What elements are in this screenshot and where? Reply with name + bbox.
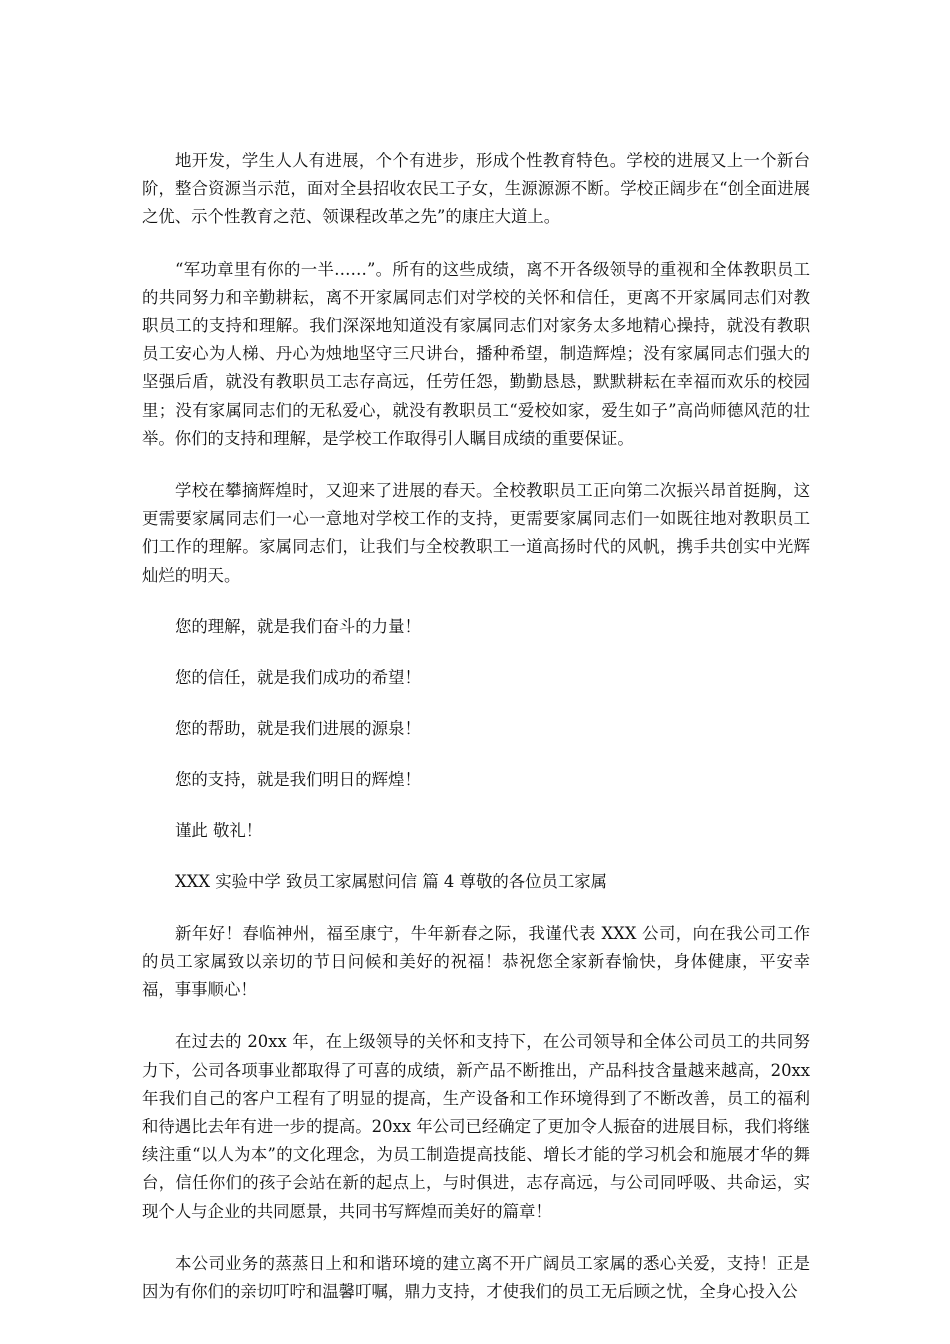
short-line: 您的理解，就是我们奋斗的力量！ bbox=[175, 616, 421, 636]
short-line: 您的支持，就是我们明日的辉煌！ bbox=[175, 769, 421, 789]
paragraph: 地开发，学生人人有进展，个个有进步，形成个性教育特色。学校的进展又上一个新台阶，整合资源当示范，面对全县招收农民工子女，生源源源不断。学校正阔步在“创全面进展之优、示个性教育之范、领课程改革之先”的康庄大道上。 bbox=[142, 151, 810, 227]
paragraph: “军功章里有你的一半……”。所有的这些成绩，离不开各级领导的重视和全体教职员工的共同努力和辛勤耕耘，离不开家属同志们对学校的关怀和信任，更离不开家属同志们对教职员工的支持和理解。我们深深地知道没有家属同志们对家务太多地精心操持，就没有教职员工安心为人梯、丹心为烛地坚守三尺讲台，播种希望，制造辉煌；没有家属同志们强大的坚强后盾，就没有教职员工志存高远，任劳任怨，勤勤恳恳，默默耕耘在幸福而欢乐的校园里；没有家属同志们的无私爱心，就没有教职员工“爱校如家，爱生如子”高尚师德风范的壮举。你们的支持和理解，是学校工作取得引人瞩目成绩的重要保证。 bbox=[142, 259, 810, 448]
short-line: 您的信任，就是我们成功的希望！ bbox=[175, 667, 421, 687]
paragraph: 在过去的 20xx 年，在上级领导的关怀和支持下，在公司领导和全体公司员工的共同努力下，公司各项事业都取得了可喜的成绩，新产品不断推出，产品科技含量越来越高，20xx 年我们自己的客户工程有了明显的提高，生产设备和工作环境得到了不断改善，员工的福利和待遇比去年有进一步的提高。20xx 年公司已经确定了更加令人振奋的进展目标，我们将继续注重“以人为本”的文化理念，为员工制造提高技能、增长才能的学习机会和施展才华的舞台，信任你们的孩子会站在新的起点上，与时俱进，志存高远，与公司同呼吸、共命运，实现个人与企业的共同愿景，共同书写辉煌而美好的篇章！ bbox=[142, 1032, 810, 1221]
paragraph: 新年好！春临神州，福至康宁，牛年新春之际，我谨代表 XXX 公司，向在我公司工作的员工家属致以亲切的节日问候和美好的祝福！恭祝您全家新春愉快，身体健康，平安幸福，事事顺心！ bbox=[142, 923, 810, 1000]
section-heading: XXX 实验中学 致员工家属慰问信 篇 4 尊敬的各位员工家属 bbox=[175, 871, 608, 891]
paragraph: 本公司业务的蒸蒸日上和和谐环境的建立离不开广阔员工家属的悉心关爱，支持！正是因为有你们的亲切叮咛和温馨叮嘱，鼎力支持，才使我们的员工无后顾之忧，全身心投入公 bbox=[142, 1253, 810, 1302]
document-page bbox=[142, 147, 810, 1306]
closing-salutation: 谨此 敬礼！ bbox=[175, 820, 263, 840]
paragraph: 学校在攀摘辉煌时，又迎来了进展的春天。全校教职员工正向第二次振兴昂首挺胸，这更需要家属同志们一心一意地对学校工作的支持，更需要家属同志们一如既往地对教职员工们工作的理解。家属同志们，让我们与全校教职工一道高扬时代的风帆，携手共创实中光辉灿烂的明天。 bbox=[142, 481, 810, 585]
short-line: 您的帮助，就是我们进展的源泉！ bbox=[175, 718, 421, 738]
